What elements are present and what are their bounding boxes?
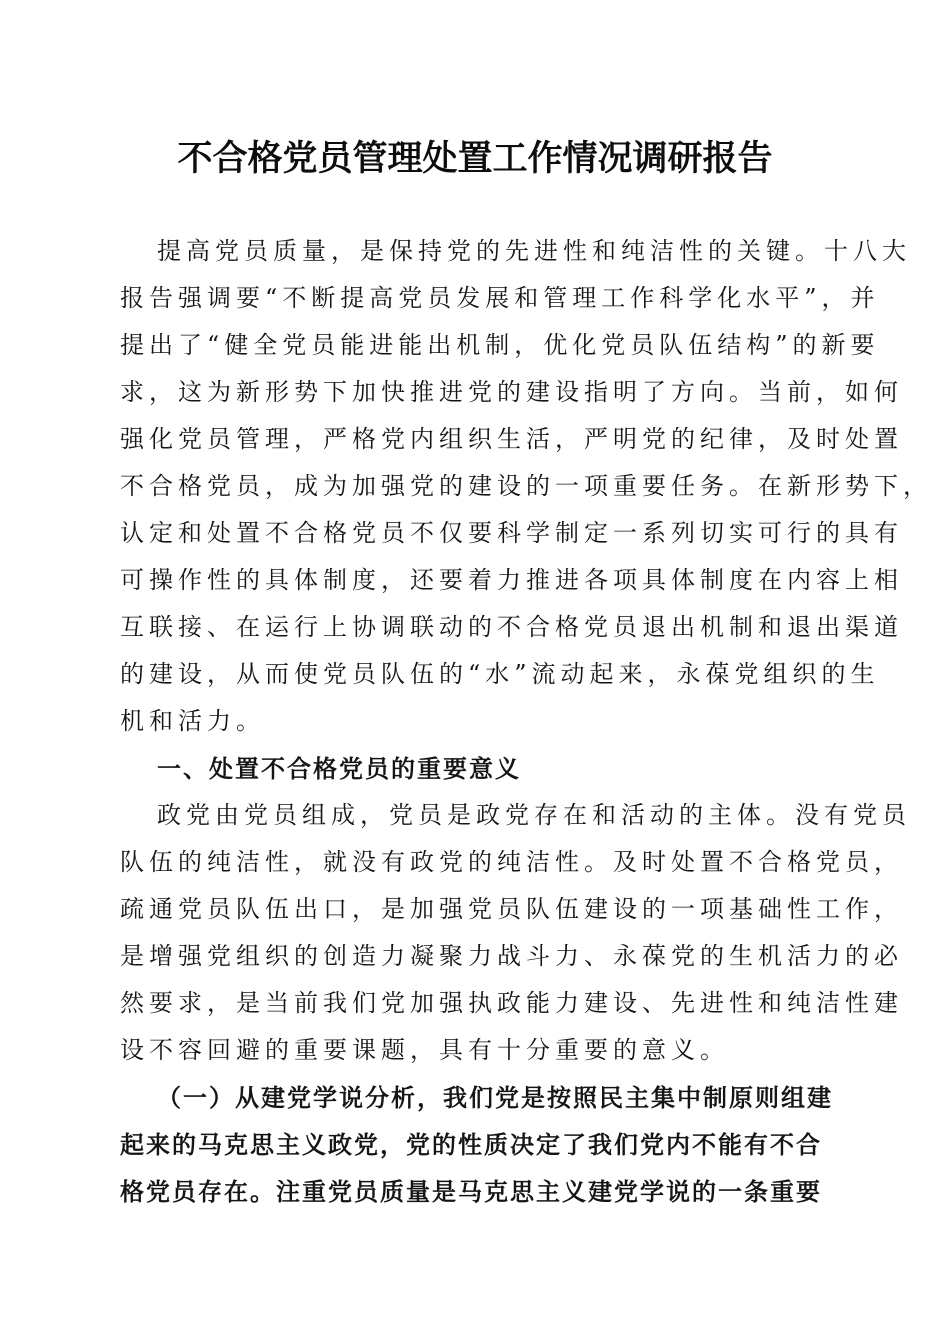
paragraph-line: 可操作性的具体制度，还要着力推进各项具体制度在内容上相 bbox=[120, 566, 903, 594]
paragraph-line: 求，这为新形势下加快推进党的建设指明了方向。当前，如何 bbox=[120, 378, 903, 406]
document-title: 不合格党员管理处置工作情况调研报告 bbox=[177, 138, 773, 179]
paragraph-line: 然要求，是当前我们党加强执政能力建设、先进性和纯洁性建 bbox=[120, 989, 903, 1017]
paragraph-line: 机和活力。 bbox=[120, 707, 265, 735]
paragraph-line: 的建设，从而使党员队伍的“水”流动起来，永葆党组织的生 bbox=[120, 660, 880, 688]
paragraph-line: 报告强调要“不断提高党员发展和管理工作科学化水平”，并 bbox=[120, 284, 880, 312]
paragraph-line: 提出了“健全党员能进能出机制，优化党员队伍结构”的新要 bbox=[120, 331, 880, 359]
paragraph-line: 互联接、在运行上协调联动的不合格党员退出机制和退出渠道 bbox=[120, 613, 903, 641]
subsection-party-theory bbox=[120, 1074, 832, 1215]
paragraph-line: 队伍的纯洁性，就没有政党的纯洁性。及时处置不合格党员， bbox=[120, 848, 903, 876]
paragraph-line: 强化党员管理，严格党内组织生活，严明党的纪律，及时处置 bbox=[120, 425, 903, 453]
paragraph-significance bbox=[120, 792, 911, 1074]
subsection-line: 格党员存在。注重党员质量是马克思主义建党学说的一条重要 bbox=[120, 1177, 822, 1206]
section-heading: 一、处置不合格党员的重要意义 bbox=[157, 754, 521, 783]
paragraph-line: 政党由党员组成，党员是政党存在和活动的主体。没有党员 bbox=[157, 801, 911, 829]
paragraph-line: 认定和处置不合格党员不仅要科学制定一系列切实可行的具有 bbox=[120, 519, 903, 547]
paragraph-line: 不合格党员，成为加强党的建设的一项重要任务。在新形势下， bbox=[120, 472, 932, 500]
subsection-line: （一）从建党学说分析，我们党是按照民主集中制原则组建 bbox=[157, 1083, 833, 1112]
paragraph-line: 是增强党组织的创造力凝聚力战斗力、永葆党的生机活力的必 bbox=[120, 942, 903, 970]
document-body bbox=[120, 228, 932, 1215]
subsection-line: 起来的马克思主义政党，党的性质决定了我们党内不能有不合 bbox=[120, 1130, 822, 1159]
paragraph-intro bbox=[120, 228, 932, 745]
paragraph-line: 疏通党员队伍出口，是加强党员队伍建设的一项基础性工作， bbox=[120, 895, 903, 923]
paragraph-line: 设不容回避的重要课题，具有十分重要的意义。 bbox=[120, 1036, 729, 1064]
paragraph-line: 提高党员质量，是保持党的先进性和纯洁性的关键。十八大 bbox=[157, 237, 911, 265]
